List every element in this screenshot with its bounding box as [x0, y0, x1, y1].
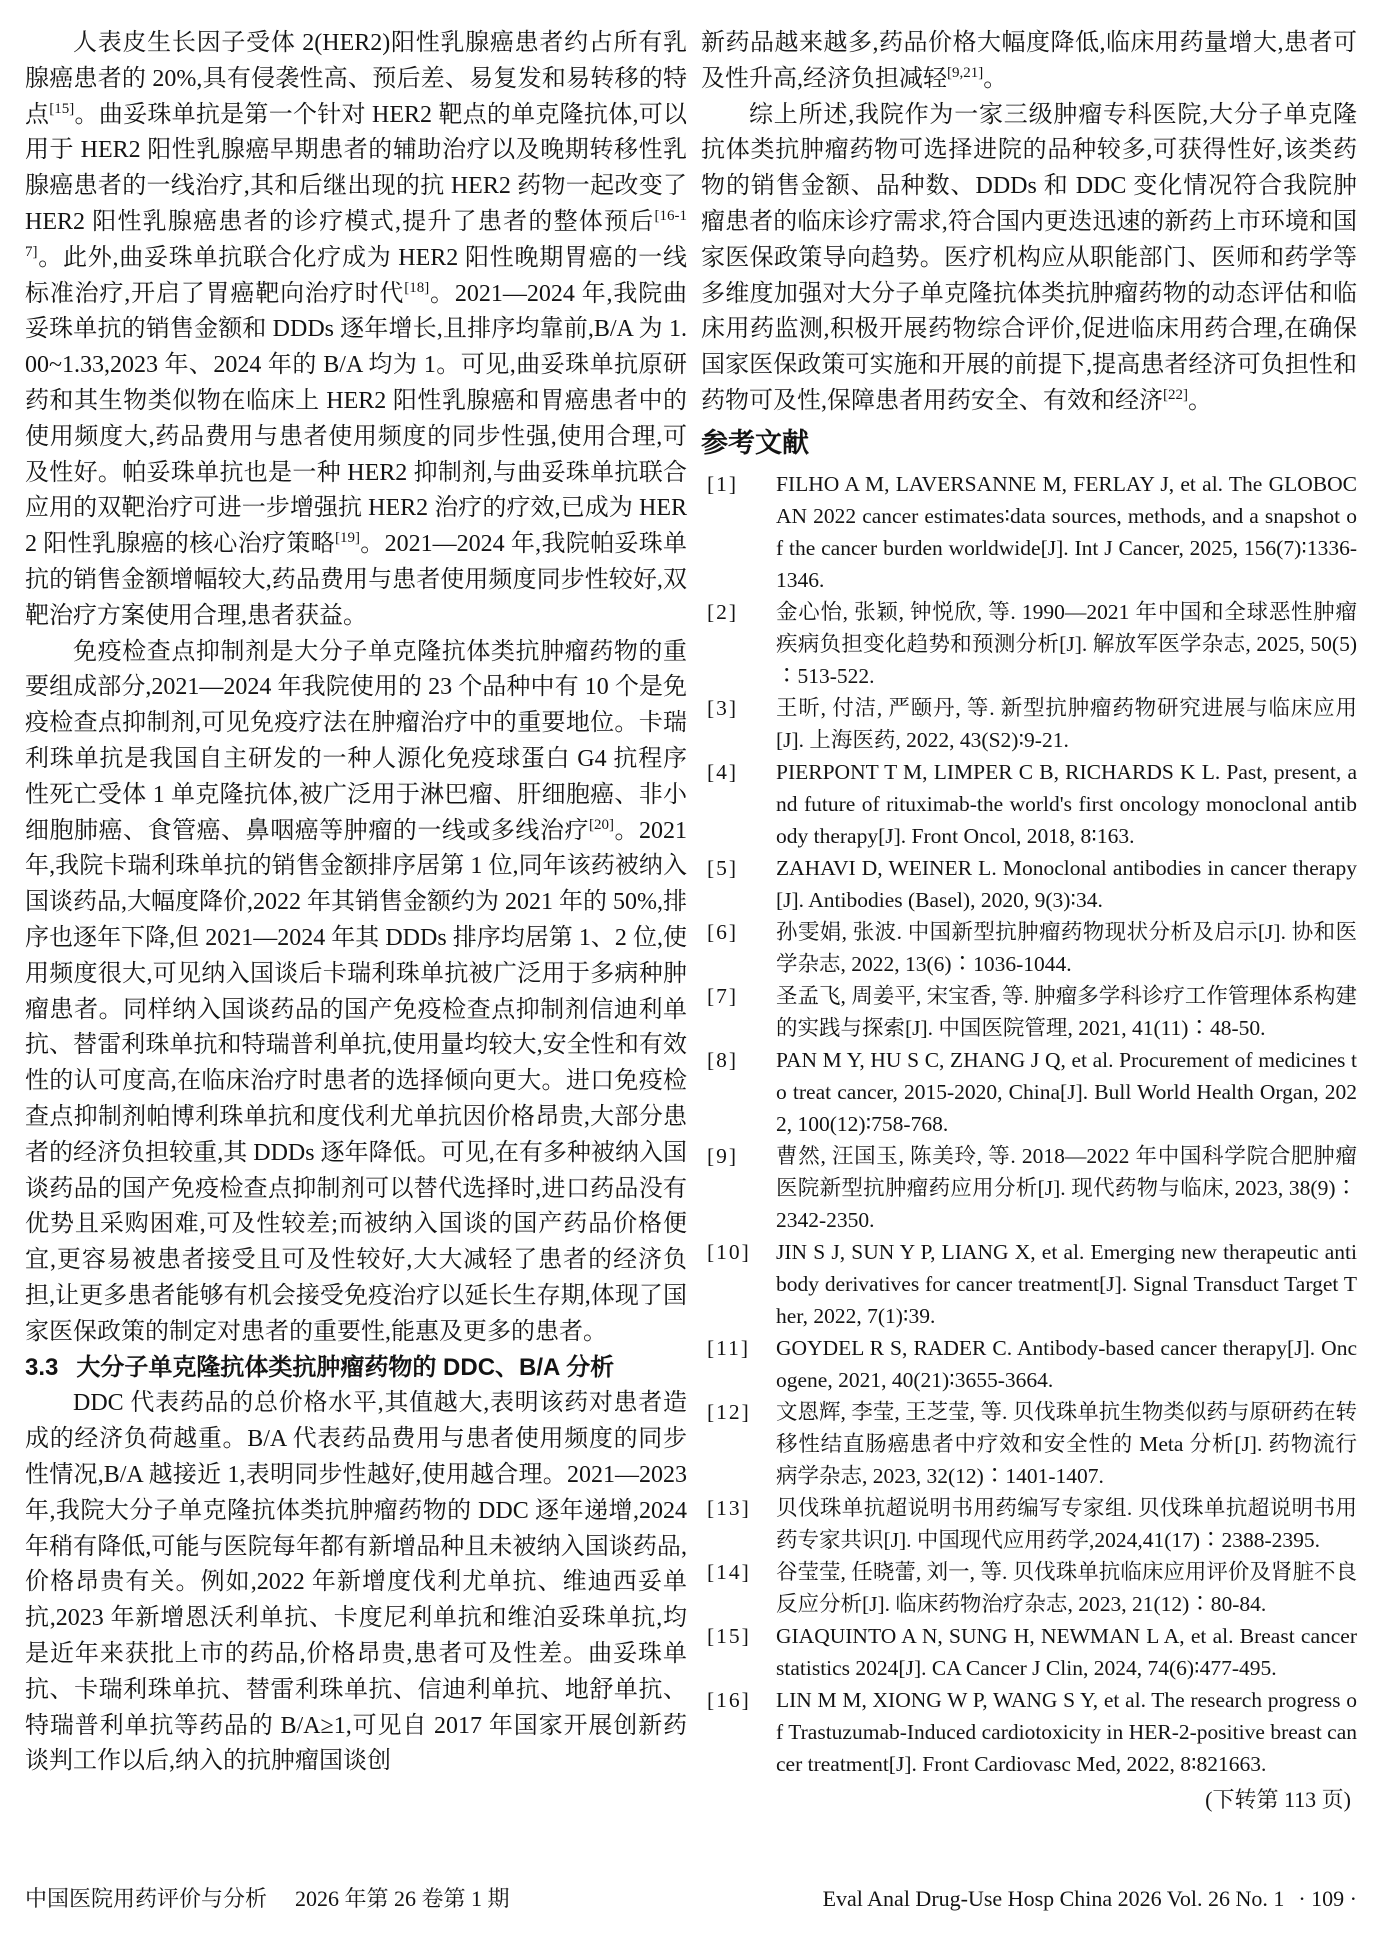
right-column-intro [701, 26, 1357, 420]
citation-superscript: [20] [588, 816, 614, 833]
paragraph-conclusion: 综上所述,我院作为一家三级肿瘤专科医院,大分子单克隆抗体类抗肿瘤药物可选择进院的品种较多,可获得性好,该类药物的销售金额、品种数、DDDs 和 DDC 变化情况符合我院肿瘤患者的临床诊疗需求,符合国内更迭迅速的新药上市环境和国家医保政策导向趋势。医疗机构应从职能部门、医师和药学等多维度加强对大分子单克隆抗体类抗肿瘤药物的动态评估和临床用药监测,积极开展药物综合评价,促进临床用药合理,在确保国家医保政策可实施和开展的前提下,提高患者经济可负担性和药物可及性,保障患者用药安全、有效和经济[22]。 [701, 101, 1357, 414]
reference-item [701, 468, 1357, 596]
continuation-note: (下转第 113 页) [1205, 1786, 1351, 1812]
reference-number: [4] [707, 759, 739, 784]
left-column [25, 26, 687, 1780]
reference-text: PIERPONT T M, LIMPER C B, RICHARDS K L. Past, present, and future of rituximab-the world's first oncology monoclonal antibody therapy[J]. Front Oncol, 2018, 8∶163. [776, 759, 1357, 848]
reference-number: [16] [707, 1687, 751, 1712]
reference-item [701, 1396, 1357, 1492]
reference-text: 孙雯娟, 张波. 中国新型抗肿瘤药物现状分析及启示[J]. 协和医学杂志, 2022, 13(6)∶1036-1044. [776, 919, 1357, 976]
citation-superscript: [16-17] [25, 207, 687, 260]
reference-text: 曹然, 汪国玉, 陈美玲, 等. 2018—2022 年中国科学院合肥肿瘤医院新型抗肿瘤药应用分析[J]. 现代药物与临床, 2023, 38(9)∶2342-2350. [776, 1143, 1357, 1232]
reference-item [701, 1684, 1357, 1780]
reference-list [701, 468, 1357, 1780]
reference-text: GIAQUINTO A N, SUNG H, NEWMAN L A, et al. Breast cancer statistics 2024[J]. CA Cancer J Clin, 2024, 74(6)∶477-495. [776, 1623, 1357, 1680]
reference-item [701, 1236, 1357, 1332]
reference-number: [10] [707, 1239, 751, 1264]
reference-text: 圣孟飞, 周姜平, 宋宝香, 等. 肿瘤多学科诊疗工作管理体系构建的实践与探索[J]. 中国医院管理, 2021, 41(11)∶48-50. [776, 983, 1357, 1040]
reference-number: [3] [707, 695, 739, 720]
reference-text: JIN S J, SUN Y P, LIANG X, et al. Emerging new therapeutic antibody derivatives for cancer treatment[J]. Signal Transduct Target Ther, 2022, 7(1)∶39. [776, 1239, 1357, 1328]
reference-text: GOYDEL R S, RADER C. Antibody-based cancer therapy[J]. Oncogene, 2021, 40(21)∶3655-3664. [776, 1335, 1357, 1392]
reference-text: ZAHAVI D, WEINER L. Monoclonal antibodies in cancer therapy[J]. Antibodies (Basel), 2020, 9(3)∶34. [776, 855, 1357, 912]
reference-number: [5] [707, 855, 739, 880]
reference-number: [9] [707, 1143, 739, 1168]
reference-text: 金心怡, 张颖, 钟悦欣, 等. 1990—2021 年中国和全球恶性肿瘤疾病负担变化趋势和预测分析[J]. 解放军医学杂志, 2025, 50(5)∶513-522. [776, 599, 1357, 688]
reference-number: [1] [707, 471, 739, 496]
reference-item [701, 1556, 1357, 1620]
reference-item [701, 1492, 1357, 1556]
reference-text: FILHO A M, LAVERSANNE M, FERLAY J, et al. The GLOBOCAN 2022 cancer estimates∶data sources, methods, and a snapshot of the cancer burden worldwide[J]. Int J Cancer, 2025, 156(7)∶1336-1346. [776, 471, 1357, 592]
section-heading-3-3 [25, 1350, 687, 1386]
paragraph-continued-from-left: 新药品越来越多,药品价格大幅度降低,临床用药量增大,患者可及性升高,经济负担减轻[9,21]。 [701, 30, 1357, 92]
reference-text: 文恩辉, 李莹, 王芝莹, 等. 贝伐珠单抗生物类似药与原研药在转移性结直肠癌患者中疗效和安全性的 Meta 分析[J]. 药物流行病学杂志, 2023, 32(12)∶1401-1407. [776, 1399, 1357, 1488]
citation-superscript: [18] [404, 279, 430, 296]
reference-number: [7] [707, 983, 739, 1008]
paragraph-immune-checkpoint: 免疫检查点抑制剂是大分子单克隆抗体类抗肿瘤药物的重要组成部分,2021—2024 年我院使用的 23 个品种中有 10 个是免疫检查点抑制剂,可见免疫疗法在肿瘤治疗中的重要地位。卡瑞利珠单抗是我国自主研发的一种人源化免疫球蛋白 G4 抗程序性死亡受体 1 单克隆抗体,被广泛用于淋巴瘤、肝细胞癌、非小细胞肺癌、食管癌、鼻咽癌等肿瘤的一线或多线治疗[20]。2021 年,我院卡瑞利珠单抗的销售金额排序居第 1 位,同年该药被纳入国谈药品,大幅度降价,2022 年其销售金额约为 2021 年的 50%,排序也逐年下降,但 2021—2024 年其 DDDs 排序均居第 1、2 位,使用频度很大,可见纳入国谈后卡瑞利珠单抗被广泛用于多病种肿瘤患者。同样纳入国谈药品的国产免疫检查点抑制剂信迪利单抗、替雷利珠单抗和特瑞普利单抗,使用量均较大,安全性和有效性的认可度高,在临床治疗时患者的选择倾向更大。进口免疫检查点抑制剂帕博利珠单抗和度伐利尤单抗因价格昂贵,大部分患者的经济负担较重,其 DDDs 逐年降低。可见,在有多种被纳入国谈药品的国产免疫检查点抑制剂可以替代选择时,进口药品没有优势且采购困难,可及性较差;而被纳入国谈的国产药品价格便宜,更容易被患者接受且可及性较好,大大减轻了患者的经济负担,让更多患者能够有机会接受免疫治疗以延长生存期,体现了国家医保政策的制定对患者的重要性,能惠及更多的患者。 [25, 638, 688, 1345]
citation-superscript: [19] [334, 530, 360, 547]
reference-item [701, 1620, 1357, 1684]
page-footer [25, 1884, 1357, 1914]
reference-number: [13] [707, 1495, 751, 1520]
reference-number: [12] [707, 1399, 751, 1424]
citation-superscript: [15] [49, 100, 75, 117]
footer-left [25, 1884, 510, 1914]
footer-journal-en: Eval Anal Drug-Use Hosp China 2026 Vol. 26 No. 1 [822, 1886, 1285, 1911]
reference-text: 贝伐珠单抗超说明书用药编写专家组. 贝伐珠单抗超说明书用药专家共识[J]. 中国现代应用药学,2024,41(17)∶2388-2395. [776, 1495, 1357, 1552]
reference-item [701, 756, 1357, 852]
paragraph-ddc-ba: DDC 代表药品的总价格水平,其值越大,表明该药对患者造成的经济负荷越重。B/A 代表药品费用与患者使用频度的同步性情况,B/A 越接近 1,表明同步性越好,使用越合理。2021—2023 年,我院大分子单克隆抗体类抗肿瘤药物的 DDC 逐年递增,2024 年稍有降低,可能与医院每年都有新增品种且未被纳入国谈药品,价格昂贵有关。例如,2022 年新增度伐利尤单抗、维迪西妥单抗,2023 年新增恩沃利单抗、卡度尼利单抗和维泊妥珠单抗,均是近年来获批上市的药品,价格昂贵,患者可及性差。曲妥珠单抗、卡瑞利珠单抗、替雷利珠单抗、信迪利单抗、地舒单抗、特瑞普利单抗等药品的 B/A≥1,可见自 2017 年国家开展创新药谈判工作以后,纳入的抗肿瘤国谈创 [25, 1390, 687, 1775]
reference-item [701, 916, 1357, 980]
citation-superscript: [9,21] [947, 64, 984, 81]
right-column [701, 26, 1357, 1818]
references-heading: 参考文献 [701, 427, 809, 458]
reference-item [701, 692, 1357, 756]
reference-text: PAN M Y, HU S C, ZHANG J Q, et al. Procurement of medicines to treat cancer, 2015-2020, China[J]. Bull World Health Organ, 2022, 100(12)∶758-768. [776, 1047, 1357, 1136]
reference-number: [6] [707, 919, 739, 944]
reference-item [701, 852, 1357, 916]
reference-number: [8] [707, 1047, 739, 1072]
footer-journal-cn: 中国医院用药评价与分析 [25, 1886, 268, 1911]
reference-number: [11] [707, 1335, 751, 1360]
reference-number: [15] [707, 1623, 751, 1648]
citation-superscript: [22] [1163, 386, 1188, 403]
reference-number: [2] [707, 599, 739, 624]
reference-item [701, 596, 1357, 692]
reference-item [701, 1332, 1357, 1396]
reference-number: [14] [707, 1559, 751, 1584]
reference-item [701, 1044, 1357, 1140]
footer-issue-cn: 2026 年第 26 卷第 1 期 [295, 1886, 510, 1911]
paragraph-her2-trastuzumab: 人表皮生长因子受体 2(HER2)阳性乳腺癌患者约占所有乳腺癌患者的 20%,具有侵袭性高、预后差、易复发和易转移的特点[15]。曲妥珠单抗是第一个针对 HER2 靶点的单克隆抗体,可以用于 HER2 阳性乳腺癌早期患者的辅助治疗以及晚期转移性乳腺癌患者的一线治疗,其和后继出现的抗 HER2 药物一起改变了 HER2 阳性乳腺癌患者的诊疗模式,提升了患者的整体预后[16-17]。此外,曲妥珠单抗联合化疗成为 HER2 阳性晚期胃癌的一线标准治疗,开启了胃癌靶向治疗时代[18]。2021—2024 年,我院曲妥珠单抗的销售金额和 DDDs 逐年增长,且排序均靠前,B/A 为 1.00~1.33,2023 年、2024 年的 B/A 均为 1。可见,曲妥珠单抗原研药和其生物类似物在临床上 HER2 阳性乳腺癌和胃癌患者中的使用频度大,药品费用与患者使用频度的同步性强,使用合理,可及性好。帕妥珠单抗也是一种 HER2 抑制剂,与曲妥珠单抗联合应用的双靶治疗可进一步增强抗 HER2 治疗的疗效,已成为 HER2 阳性乳腺癌的核心治疗策略[19]。2021—2024 年,我院帕妥珠单抗的销售金额增幅较大,药品费用与患者使用频度同步性较好,双靶治疗方案使用合理,患者获益。 [25, 30, 688, 629]
reference-text: 谷莹莹, 任晓蕾, 刘一, 等. 贝伐珠单抗临床应用评价及肾脏不良反应分析[J]. 临床药物治疗杂志, 2023, 21(12)∶80-84. [776, 1559, 1357, 1616]
footer-page-number: · 109 · [1298, 1886, 1357, 1911]
section-title: 大分子单克隆抗体类抗肿瘤药物的 DDC、B/A 分析 [76, 1354, 615, 1382]
reference-text: 王昕, 付洁, 严颐丹, 等. 新型抗肿瘤药物研究进展与临床应用[J]. 上海医药, 2022, 43(S2)∶9-21. [776, 695, 1357, 752]
footer-right [823, 1884, 1357, 1914]
section-number: 3.3 [25, 1354, 59, 1382]
reference-text: LIN M M, XIONG W P, WANG S Y, et al. The research progress of Trastuzumab-Induced cardiotoxicity in HER-2-positive breast cancer treatment[J]. Front Cardiovasc Med, 2022, 8∶821663. [776, 1687, 1357, 1776]
reference-item [701, 980, 1357, 1044]
reference-item [701, 1140, 1357, 1236]
